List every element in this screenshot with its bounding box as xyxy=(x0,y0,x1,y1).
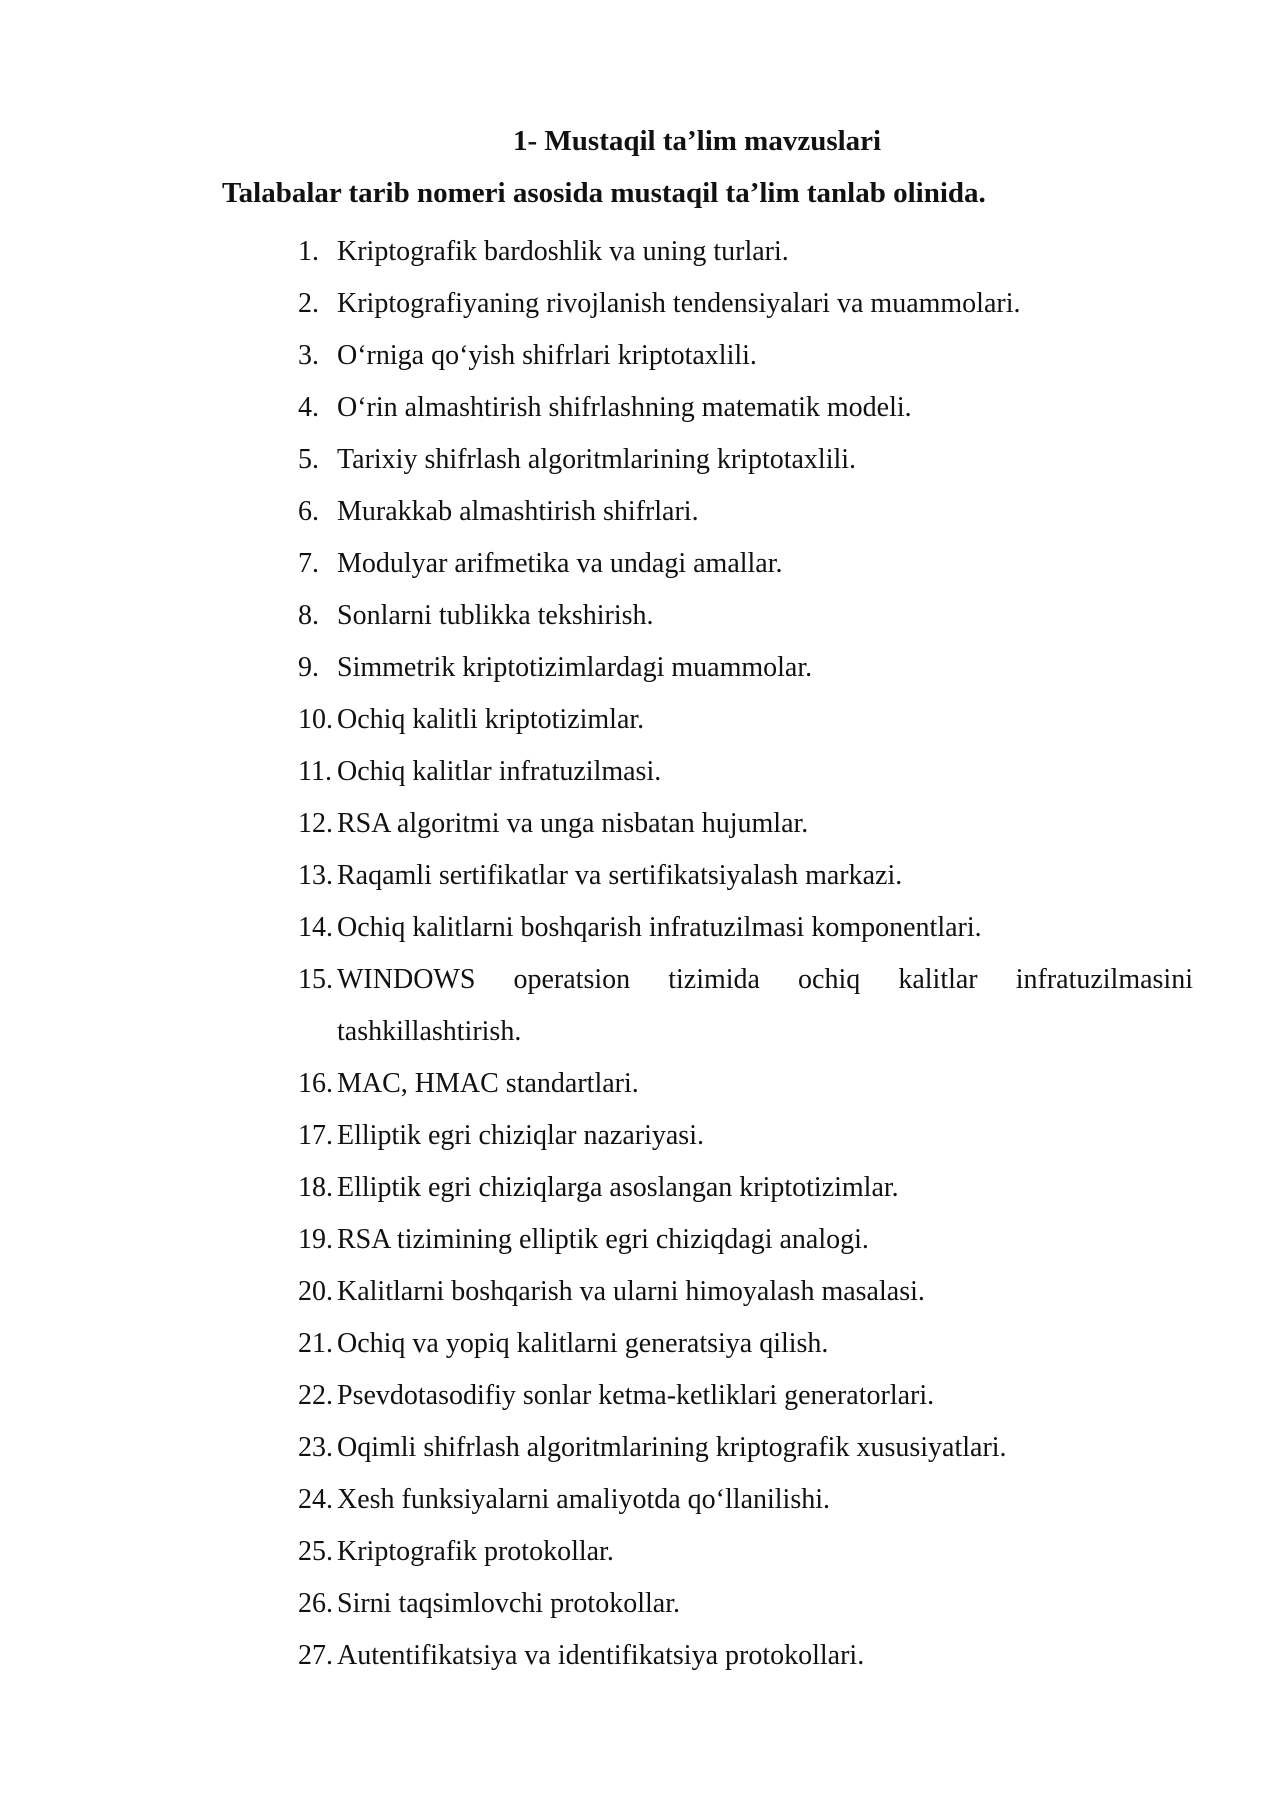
item-text: Sirni taqsimlovchi protokollar. xyxy=(337,1588,680,1619)
list-item xyxy=(298,1578,1193,1630)
list-item xyxy=(298,382,1193,434)
item-number: 26. xyxy=(298,1588,333,1619)
item-number: 10. xyxy=(298,704,333,735)
item-text-line-1: WINDOWS operatsion tizimida ochiq kalitlar infratuzilmasini xyxy=(337,964,1193,995)
item-number: 4. xyxy=(298,392,319,423)
item-number: 1. xyxy=(298,236,319,267)
item-text: Oqimli shifrlash algoritmlarining kriptografik xususiyatlari. xyxy=(337,1432,1007,1463)
item-number: 6. xyxy=(298,496,319,527)
list-item xyxy=(298,798,1193,850)
item-number: 24. xyxy=(298,1484,333,1515)
item-text: Kriptografik bardoshlik va uning turlari. xyxy=(337,236,789,267)
item-number: 22. xyxy=(298,1380,333,1411)
list-item xyxy=(298,850,1193,902)
list-item xyxy=(298,590,1193,642)
item-number: 20. xyxy=(298,1276,333,1307)
item-text: Elliptik egri chiziqlar nazariyasi. xyxy=(337,1120,704,1151)
item-text: Ochiq kalitlarni boshqarish infratuzilmasi komponentlari. xyxy=(337,912,982,943)
item-text: Murakkab almashtirish shifrlari. xyxy=(337,496,699,527)
list-item xyxy=(298,1370,1193,1422)
list-item xyxy=(298,694,1193,746)
list-item xyxy=(298,1266,1193,1318)
item-number: 17. xyxy=(298,1120,333,1151)
item-text: Kriptografik protokollar. xyxy=(337,1536,614,1567)
item-number: 18. xyxy=(298,1172,333,1203)
page-subtitle: Talabalar tarib nomeri asosida mustaqil ta’lim tanlab olinida. xyxy=(222,177,986,209)
item-number: 23. xyxy=(298,1432,333,1463)
item-text: MAC, HMAC standartlari. xyxy=(337,1068,639,1099)
list-item xyxy=(298,1474,1193,1526)
item-text: Sonlarni tublikka tekshirish. xyxy=(337,600,654,631)
item-text: Ochiq va yopiq kalitlarni generatsiya qilish. xyxy=(337,1328,829,1359)
list-item xyxy=(298,902,1193,954)
item-text: RSA tizimining elliptik egri chiziqdagi analogi. xyxy=(337,1224,869,1255)
item-text: Raqamli sertifikatlar va sertifikatsiyalash markazi. xyxy=(337,860,903,891)
item-number: 21. xyxy=(298,1328,333,1359)
item-number: 9. xyxy=(298,652,319,683)
item-number: 25. xyxy=(298,1536,333,1567)
item-text: Ochiq kalitli kriptotizimlar. xyxy=(337,704,645,735)
list-item xyxy=(298,486,1193,538)
item-text: O‘rniga qo‘yish shifrlari kriptotaxlili. xyxy=(337,340,757,371)
list-item xyxy=(298,330,1193,382)
item-number: 11. xyxy=(298,756,332,787)
list-item xyxy=(298,278,1193,330)
list-item xyxy=(298,1110,1193,1162)
item-number: 27. xyxy=(298,1640,333,1671)
list-item xyxy=(298,1526,1193,1578)
item-number: 12. xyxy=(298,808,333,839)
item-text: Psevdotasodifiy sonlar ketma-ketliklari generatorlari. xyxy=(337,1380,935,1411)
item-number: 15. xyxy=(298,964,333,995)
list-item xyxy=(298,538,1193,590)
list-item xyxy=(298,1162,1193,1214)
list-item xyxy=(298,226,1193,278)
item-number: 5. xyxy=(298,444,319,475)
list-item xyxy=(298,434,1193,486)
item-number: 14. xyxy=(298,912,333,943)
item-number: 13. xyxy=(298,860,333,891)
item-number: 3. xyxy=(298,340,319,371)
list-item xyxy=(298,954,1193,1058)
item-text: RSA algoritmi va unga nisbatan hujumlar. xyxy=(337,808,809,839)
item-number: 19. xyxy=(298,1224,333,1255)
list-item xyxy=(298,1214,1193,1266)
list-item xyxy=(298,1318,1193,1370)
item-text: Simmetrik kriptotizimlardagi muammolar. xyxy=(337,652,813,683)
item-text: Modulyar arifmetika va undagi amallar. xyxy=(337,548,783,579)
item-number: 7. xyxy=(298,548,319,579)
item-number: 16. xyxy=(298,1068,333,1099)
item-text: Tarixiy shifrlash algoritmlarining kriptotaxlili. xyxy=(337,444,857,475)
item-text: Elliptik egri chiziqlarga asoslangan kriptotizimlar. xyxy=(337,1172,899,1203)
item-text: Kalitlarni boshqarish va ularni himoyalash masalasi. xyxy=(337,1276,925,1307)
list-item xyxy=(298,1422,1193,1474)
item-number: 8. xyxy=(298,600,319,631)
list-item xyxy=(298,1058,1193,1110)
item-text: Xesh funksiyalarni amaliyotda qo‘llanilishi. xyxy=(337,1484,831,1515)
list-item xyxy=(298,642,1193,694)
topic-list xyxy=(298,226,1193,1682)
item-text: Autentifikatsiya va identifikatsiya protokollari. xyxy=(337,1640,865,1671)
item-number: 2. xyxy=(298,288,319,319)
item-text-line-2: tashkillashtirish. xyxy=(337,1016,522,1047)
item-text: O‘rin almashtirish shifrlashning matematik modeli. xyxy=(337,392,912,423)
item-text: Ochiq kalitlar infratuzilmasi. xyxy=(337,756,662,787)
item-text: Kriptografiyaning rivojlanish tendensiyalari va muammolari. xyxy=(337,288,1021,319)
list-item xyxy=(298,1630,1193,1682)
list-item xyxy=(298,746,1193,798)
page-title: 1- Mustaqil ta’lim mavzuslari xyxy=(513,125,882,157)
